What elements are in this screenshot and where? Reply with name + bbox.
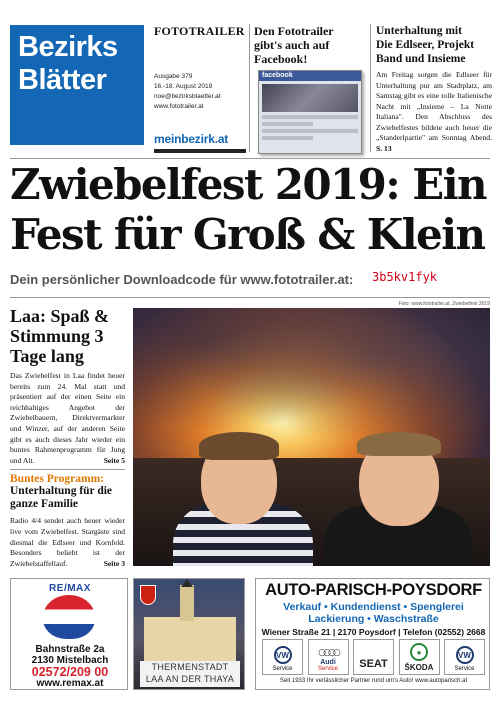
story2-body <box>10 516 125 569</box>
entertainment-teaser[interactable] <box>376 24 492 154</box>
vw-service-logo <box>262 639 303 675</box>
boy-left <box>173 436 313 566</box>
brand-label: Service <box>272 666 293 672</box>
vw-commercial-service-logo <box>444 639 485 675</box>
story2-headline[interactable]: Unterhaltung für die ganze Familie <box>10 485 113 511</box>
meinbezirk-link[interactable]: meinbezirk.at <box>154 132 229 146</box>
facebook-line-3: Facebook! <box>254 52 308 66</box>
entertainment-page-ref[interactable]: S. 13 <box>376 143 392 153</box>
fototrailer-title: FOTOTRAILER <box>154 24 245 38</box>
issue-info <box>154 72 221 112</box>
hair <box>357 432 441 456</box>
issue-number: Ausgabe 379 <box>154 73 193 80</box>
remax-web[interactable]: www.remax.at <box>36 678 104 689</box>
contact-web[interactable]: www.fototrailer.at <box>154 103 204 110</box>
facebook-line-2: gibt's auch auf <box>254 38 330 52</box>
divider <box>10 158 490 159</box>
audi-mark: Audi <box>320 659 336 666</box>
remax-city: 2130 Mistelbach <box>31 655 109 666</box>
facebook-text-line <box>262 136 313 140</box>
vw-icon: VW <box>456 646 474 664</box>
facebook-teaser[interactable] <box>254 24 366 152</box>
auto-parisch-services-2: Lackierung • Waschstraße <box>308 613 439 625</box>
entertainment-body-text: Am Freitag sorgen die Edlseer für Unterhaltung pur am Stadtplatz, am Samstag gibt es eine tolle Italienische Nacht mit „Insieme – La Notte Italiana". Den Abschluss des Zwiebelfestes bildete auch heuer die „Standerlpartie" am Sonntag Abend. <box>376 70 492 142</box>
contact-email[interactable]: noe@bezirksblaetter.at <box>154 93 221 100</box>
story-body-text: Das Zwiebelfest in Laa findet heuer bereits zum 24. Mal statt und präsentiert auf der einen Seite ein reichhaltiges Angebot der Zwiebelbauern, Direktvermarkter und Winzer, auf der anderen Seite gibt es auch dieses Jahr wieder ein buntes Rahmenprogramm für Jung und Alt. <box>10 371 125 465</box>
divider <box>370 24 371 152</box>
brand-label: Service <box>454 666 475 672</box>
facebook-bar: facebook <box>259 71 361 81</box>
download-code-row <box>10 269 490 289</box>
laa-ad-text <box>140 661 240 687</box>
fototrailer-column <box>154 24 246 152</box>
coat-of-arms-icon <box>140 585 156 605</box>
town-hall-image <box>144 617 236 663</box>
headline-line-2: Fest für Groß & Klein <box>10 210 485 259</box>
divider <box>154 149 246 153</box>
remax-logo: RE/MAX <box>49 583 91 594</box>
story2-kicker: Buntes Programm: <box>10 473 105 486</box>
logo-line-1: Bezirks <box>18 31 118 63</box>
entertainment-kicker: Unterhaltung mit <box>376 25 462 37</box>
remax-ad[interactable] <box>10 578 128 690</box>
skoda-icon: ● <box>410 643 428 661</box>
facebook-cover-image <box>262 84 358 112</box>
divider <box>10 297 490 298</box>
spire-image <box>181 579 193 587</box>
story2-body-text: Radio 4/4 sendet auch heuer wieder live vom Zwiebelfest. Stargäste sind diesmal die Edlseer und Kornfeld. Besonders beliebt ist der Zwiebelstaffellauf. <box>10 516 125 568</box>
hair <box>199 432 279 460</box>
left-column <box>10 306 125 569</box>
auto-parisch-address: Wiener Straße 21 | 2170 Poysdorf | Telefon (02552) 2668 <box>261 627 486 637</box>
issue-dates: 16.-18. August 2019 <box>154 83 213 90</box>
audi-rings-icon: ○○○○ <box>318 648 338 658</box>
auto-parisch-services-1: Verkauf • Kundendienst • Spenglerei <box>283 601 464 613</box>
main-headline <box>10 160 490 260</box>
facebook-page-screenshot <box>258 70 362 154</box>
entertainment-body <box>376 70 492 154</box>
seat-logo <box>353 639 394 675</box>
laa-line-2: LAA AN DER THAYA <box>145 674 235 684</box>
bezirksblaetter-logo[interactable] <box>10 25 144 145</box>
cover-photo <box>133 308 490 566</box>
auto-parisch-ad[interactable] <box>255 578 490 690</box>
brand-logos <box>262 639 485 675</box>
story-page-ref[interactable]: Seite 5 <box>103 455 125 465</box>
facebook-text-line <box>262 115 358 119</box>
download-code[interactable]: 3b5kv1fyk <box>372 270 438 284</box>
photo-credit: Foto: www.fototrailer.at, Zwiebelfest 2019 <box>398 301 490 307</box>
boy-right <box>323 436 473 566</box>
remax-street: Bahnstraße 2a <box>35 644 105 655</box>
seat-mark: SEAT <box>359 658 388 670</box>
balloon-icon <box>43 595 95 639</box>
divider <box>249 24 250 152</box>
headline-line-1: Zwiebelfest 2019: Ein <box>10 160 486 209</box>
story-headline[interactable]: Laa: Spaß & Stimmung 3 Tage lang <box>10 306 110 366</box>
tower-image <box>180 585 194 621</box>
facebook-text-line <box>262 122 313 126</box>
story-body <box>10 371 125 466</box>
entertainment-headline: Die Edlseer, Projekt Band und Insieme <box>376 39 475 65</box>
facebook-text-line <box>262 129 358 133</box>
skoda-mark: ŠKODA <box>404 663 434 672</box>
facebook-line-1: Den Fototrailer <box>254 24 334 38</box>
remax-phone[interactable]: 02572/209 00 <box>31 665 109 679</box>
auto-parisch-title: AUTO-PARISCH-POYSDORF <box>265 581 482 599</box>
auto-parisch-footer: Seit 1933 Ihr verlässlicher Partner rund um's Auto! www.autoparisch.at <box>279 678 468 684</box>
laa-line-1: THERMENSTADT <box>151 662 229 672</box>
laa-thermenstadt-ad[interactable] <box>133 578 245 690</box>
facebook-teaser-headline <box>254 24 366 66</box>
skoda-logo <box>399 639 440 675</box>
brand-label: Service <box>317 666 338 672</box>
download-code-label: Dein persönlicher Downloadcode für www.fototrailer.at: <box>10 272 354 287</box>
story2-page-ref[interactable]: Seite 3 <box>103 558 125 568</box>
vw-icon: VW <box>274 646 292 664</box>
audi-service-logo <box>308 639 349 675</box>
logo-line-2: Blätter <box>18 64 107 96</box>
divider <box>10 469 125 470</box>
